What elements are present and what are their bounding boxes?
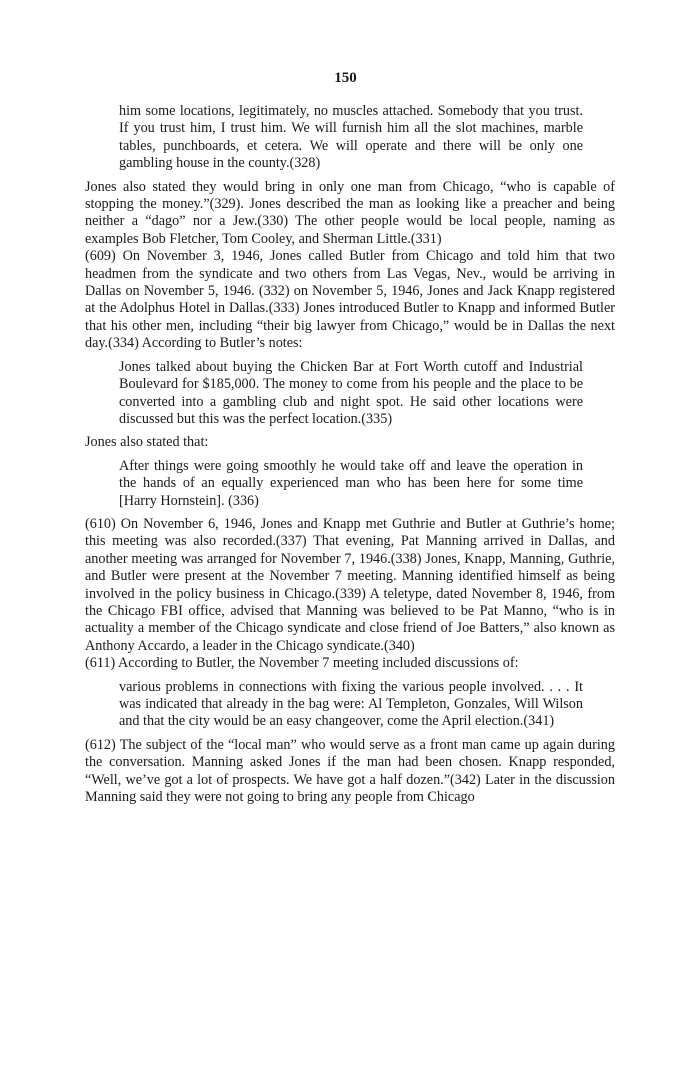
paragraph: (610) On November 6, 1946, Jones and Knapp met Guthrie and Butler at Guthrie’s home; this meeting was also recorded.(337) That evening, Pat Manning arrived in Dallas, and another meeting was arranged for November 7, 1946.(338) Jones, Knapp, Manning, Guthrie, and Butler were present at the November 7 meeting. Manning identified himself as being involved in the policy business in Chicago.(339) A teletype, dated November 8, 1946, from the Chicago FBI office, advised that Manning was believed to be Pat Manno, “who is in actuality a member of the Chicago syndicate and close friend of Joe Batters,” also known as Anthony Accardo, a leader in the Chicago syndicate.(340)	[85, 515, 615, 654]
lead-in-line: Jones also stated that:	[85, 434, 209, 451]
paragraph: (612) The subject of the “local man” who would serve as a front man came up again during the conversation. Manning asked Jones if the man had been chosen. Knapp responded, “Well, we’ve got a lot of prospects. We have got a half dozen.”(342) Later in the discussion Manning said they were not going to bring any people from Chicago	[85, 736, 615, 806]
block-quote: various problems in connections with fixing the various people involved. . . . It was indicated that already in the bag were: Al Templeton, Gonzales, Will Wilson and that the city would be an easy changeover, come the April election.(341)	[119, 678, 583, 730]
block-quote: Jones talked about buying the Chicken Bar at Fort Worth cutoff and Industrial Boulevard for $185,000. The money to come from his people and the place to be converted into a gambling club and night spot. He said other locations were discussed but this was the perfect location.(335)	[119, 358, 583, 427]
document-body	[85, 97, 615, 806]
block-quote: After things were going smoothly he would take off and leave the operation in the hands of an equally experienced man who has been here for some time [Harry Hornstein]. (336)	[119, 457, 583, 509]
paragraph: (609) On November 3, 1946, Jones called Butler from Chicago and told him that two headmen from the syndicate and two others from Las Vegas, Nev., would be arriving in Dallas on November 5, 1946. (332) on November 5, 1946, Jones and Jack Knapp registered at the Adolphus Hotel in Dallas.(333) Jones introduced Butler to Knapp and informed Butler that his other men, including “their big lawyer from Chicago,” would be in Dallas the next day.(334) According to Butler’s notes:	[85, 248, 615, 352]
paragraph: Jones also stated they would bring in only one man from Chicago, “who is capable of stopping the money.”(329). Jones described the man as looking like a preacher and being neither a “dago” nor a Jew.(330) The other people would be local people, naming as examples Bob Fletcher, Tom Cooley, and Sherman Little.(331)	[85, 178, 615, 247]
block-quote: him some locations, legitimately, no muscles attached. Somebody that you trust. If you trust him, I trust him. We will furnish him all the slot machines, marble tables, punchboards, et cetera. We will operate and there will be only one gambling house in the county.(328)	[119, 103, 583, 172]
paragraph: (611) According to Butler, the November 7 meeting included discussions of:	[85, 655, 519, 672]
page-number: 150	[334, 70, 357, 86]
